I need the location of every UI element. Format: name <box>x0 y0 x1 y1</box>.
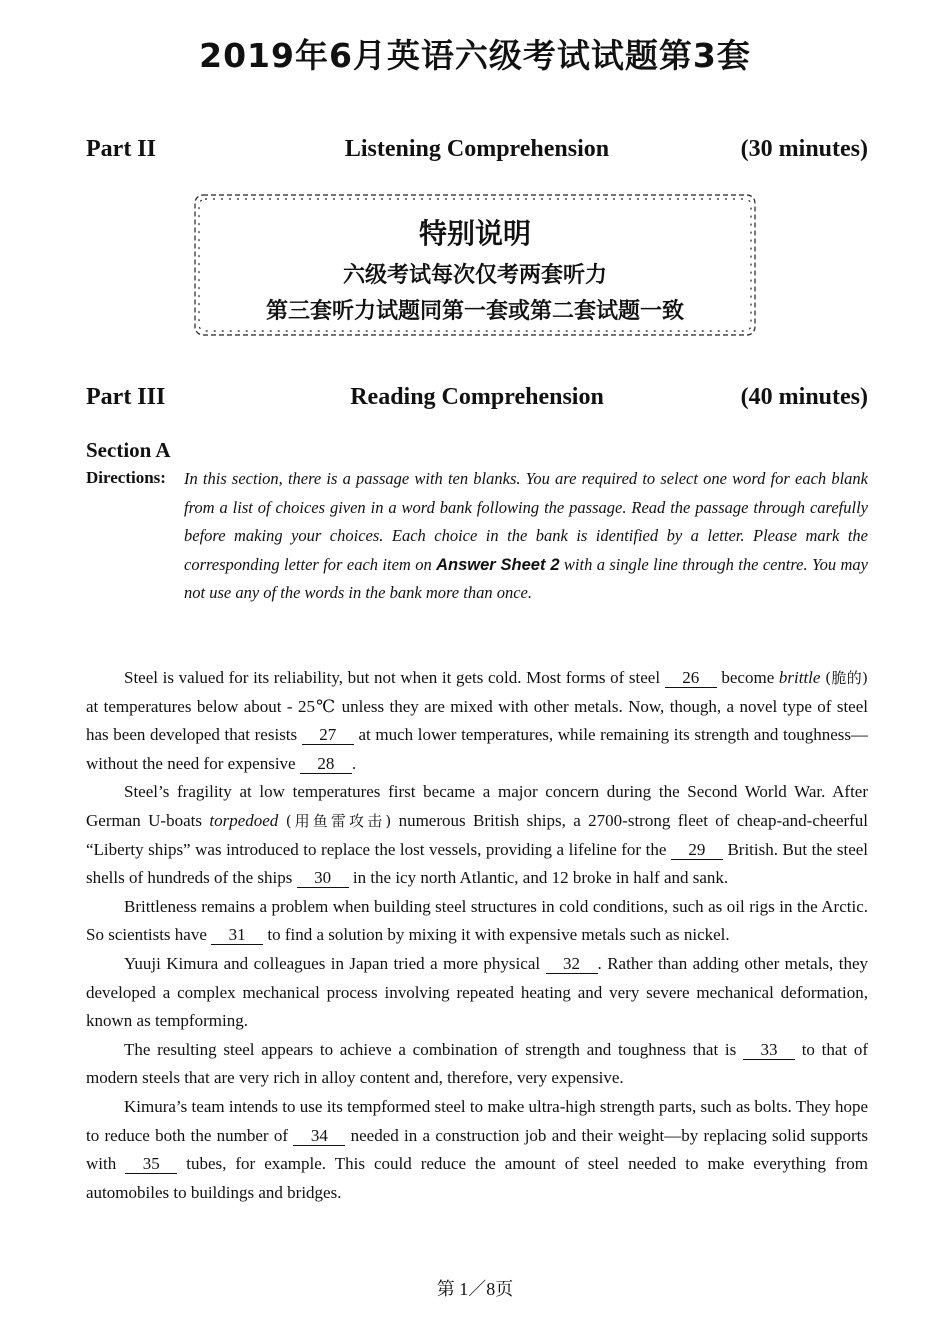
part-time: (30 minutes) <box>740 136 868 162</box>
passage-text: Steel’s fragility at low temperatures first became a major concern during the Second World War. After German U-boats <box>86 782 868 830</box>
paragraph <box>86 1036 868 1093</box>
special-notice-box <box>190 190 760 340</box>
blank-28: 28 <box>300 755 352 774</box>
part-label: Part II <box>86 136 156 162</box>
paragraph <box>86 664 868 778</box>
directions-text-part: In this section, there is a passage with ten blanks. You are required to select one word for each blank from a list of choices given in a word bank following the passage. Read the passage through carefully before making your choices. Each choice in the bank is identified by a letter. Please mark the corresponding letter for each item on <box>184 469 868 574</box>
part-time: (40 minutes) <box>740 384 868 410</box>
notice-line-2: 第三套听力试题同第一套或第二套试题一致 <box>265 299 684 324</box>
paragraph <box>86 950 868 1036</box>
notice-line-1: 六级考试每次仅考两套听力 <box>342 263 607 288</box>
paragraph <box>86 1093 868 1207</box>
passage-text: to that of modern steels that are very rich in alloy content and, therefore, very expensive. <box>86 1039 868 1088</box>
glossed-word: torpedoed <box>209 810 279 830</box>
passage-text: Steel is valued for its reliability, but not when it gets cold. Most forms of steel <box>124 668 661 687</box>
part-label: Part III <box>86 384 166 410</box>
directions-label: Directions: <box>86 468 166 487</box>
page-title: 2019年6月英语六级考试试题第3套 <box>199 36 751 75</box>
glossed-word: brittle <box>778 668 821 687</box>
passage-text: numerous British ships, a 2700-strong fleet of cheap-and-cheerful “Liberty ships” was introduced to replace the lost vessels, providing a lifeline for the <box>86 810 869 859</box>
passage-text: Yuuji Kimura and colleagues in Japan tried a more physical <box>124 953 541 973</box>
passage-text: to find a solution by mixing it with expensive metals such as nickel. <box>267 925 730 945</box>
blank-32: 32 <box>546 955 598 974</box>
passage-text: in the icy north Atlantic, and 12 broke in half and sank. <box>352 868 729 888</box>
blank-34: 34 <box>293 1127 345 1146</box>
answer-sheet-label: Answer Sheet 2 <box>436 555 560 574</box>
blank-29: 29 <box>671 841 723 860</box>
passage-text: at much lower temperatures, while remaining its strength and toughness—without the need for expensive <box>86 725 869 773</box>
reading-passage <box>86 664 868 1207</box>
paragraph <box>86 778 868 892</box>
passage-text: . <box>351 753 357 773</box>
passage-text: The resulting steel appears to achieve a combination of strength and toughness that is <box>124 1039 737 1059</box>
blank-30: 30 <box>297 869 349 888</box>
passage-text: at temperatures below about - 25℃ unless they are mixed with other metals. Now, though, a novel type of steel has been developed that resists <box>86 696 868 745</box>
passage-text: become <box>721 668 775 687</box>
notice-heading: 特别说明 <box>418 217 531 250</box>
blank-35: 35 <box>125 1155 177 1174</box>
gloss-cn: (脆的) <box>825 669 869 687</box>
passage-text: tubes, for example. This could reduce the amount of steel needed to make everything from automobiles to buildings and bridges. <box>86 1154 868 1202</box>
paragraph <box>86 893 868 950</box>
passage-text: . Rather than adding other metals, they developed a complex mechanical process involving repeated heating and very severe mechanical deformation, known as tempforming. <box>86 953 868 1031</box>
passage-text: needed in a construction job and their weight—by replacing solid supports with <box>86 1125 869 1174</box>
blank-33: 33 <box>743 1041 795 1060</box>
blank-27: 27 <box>302 726 354 745</box>
page-number: 第 1／8页 <box>436 1279 514 1299</box>
passage-text: British. But the steel shells of hundreds of the ships <box>86 839 869 888</box>
directions-text <box>184 465 868 608</box>
section-heading: Section A <box>86 438 171 462</box>
directions-text-part: with a single line through the centre. You may not use any of the words in the bank more than once. <box>184 554 868 603</box>
part-name: Listening Comprehension <box>344 136 610 162</box>
blank-26: 26 <box>665 669 717 688</box>
passage-text: Brittleness remains a problem when building steel structures in cold conditions, such as oil rigs in the Arctic. So scientists have <box>86 896 868 945</box>
part-name: Reading Comprehension <box>350 384 604 410</box>
passage-text: Kimura’s team intends to use its tempformed steel to make ultra-high strength parts, such as bolts. They hope to reduce both the number of <box>86 1096 868 1145</box>
gloss-cn: (用鱼雷攻击) <box>285 811 392 830</box>
blank-31: 31 <box>211 926 263 945</box>
